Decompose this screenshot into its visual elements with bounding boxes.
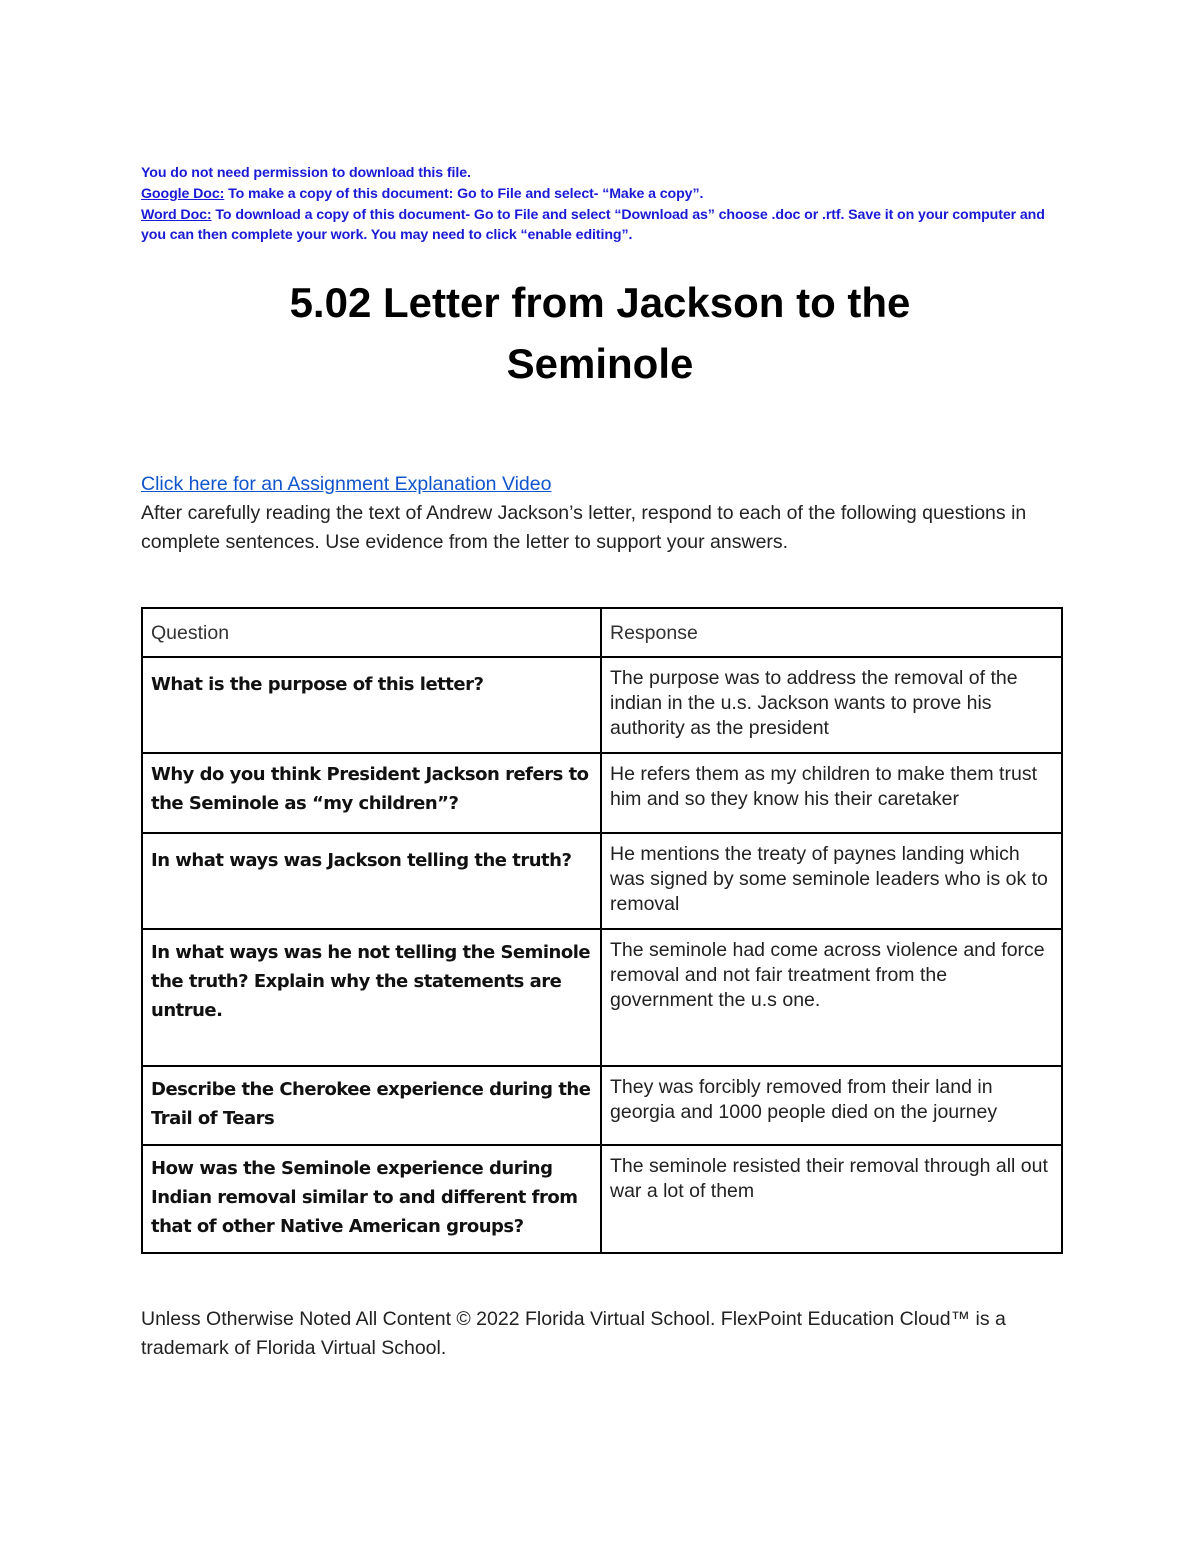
table-row (142, 833, 1062, 929)
instructions-text: After carefully reading the text of Andrew Jackson’s letter, respond to each of the following questions in complete sentences. Use evidence from the letter to support your answers. (141, 502, 1027, 553)
title-line-2: Seminole (506, 340, 694, 387)
question-cell: Why do you think President Jackson refers to the Seminole as “my children”? (142, 753, 601, 833)
word-doc-instruction (141, 205, 1071, 247)
question-cell: Describe the Cherokee experience during the Trail of Tears (142, 1066, 601, 1145)
question-cell: In what ways was he not telling the Seminole the truth? Explain why the statements are untrue. (142, 929, 601, 1066)
question-cell: How was the Seminole experience during Indian removal similar to and different from that of other Native American groups? (142, 1145, 601, 1253)
page-title (0, 272, 1200, 394)
word-doc-label[interactable]: Word Doc: (141, 206, 212, 223)
question-column-header: Question (142, 608, 601, 657)
question-cell: In what ways was Jackson telling the truth? (142, 833, 601, 929)
permission-note: You do not need permission to download this file. (141, 165, 471, 181)
google-doc-text: To make a copy of this document: Go to File and select- “Make a copy”. (224, 185, 704, 202)
response-cell[interactable]: The purpose was to address the removal of the indian in the u.s. Jackson wants to prove his authority as the president (601, 657, 1062, 753)
response-cell[interactable]: The seminole had come across violence and force removal and not fair treatment from the government the u.s one. (601, 929, 1062, 1066)
response-cell[interactable]: He refers them as my children to make them trust him and so they know his their caretaker (601, 753, 1062, 833)
question-cell: What is the purpose of this letter? (142, 657, 601, 753)
download-notice (141, 163, 1071, 246)
response-column-header: Response (601, 608, 1062, 657)
table-row (142, 929, 1062, 1066)
table-row (142, 753, 1062, 833)
response-cell[interactable]: He mentions the treaty of paynes landing which was signed by some seminole leaders who is ok to removal (601, 833, 1062, 929)
title-line-1: 5.02 Letter from Jackson to the (289, 279, 911, 326)
table-row (142, 1066, 1062, 1145)
response-cell[interactable]: The seminole resisted their removal through all out war a lot of them (601, 1145, 1062, 1253)
table-header-row (142, 608, 1062, 657)
intro-section (141, 470, 1061, 557)
table-row (142, 657, 1062, 753)
google-doc-instruction (141, 184, 1071, 205)
copyright-footer: Unless Otherwise Noted All Content © 2022 Florida Virtual School. FlexPoint Education Cloud™ is a trademark of Florida Virtual School. (141, 1308, 1006, 1359)
google-doc-label[interactable]: Google Doc: (141, 185, 225, 202)
assignment-video-link[interactable]: Click here for an Assignment Explanation Video (141, 473, 552, 495)
response-cell[interactable]: They was forcibly removed from their land in georgia and 1000 people died on the journey (601, 1066, 1062, 1145)
question-response-table (141, 607, 1063, 1254)
table-row (142, 1145, 1062, 1253)
word-doc-text: To download a copy of this document- Go to File and select “Download as” choose .doc or .rtf. Save it on your computer and you can then complete your work. You may need to click “enable editing”. (141, 206, 1045, 244)
